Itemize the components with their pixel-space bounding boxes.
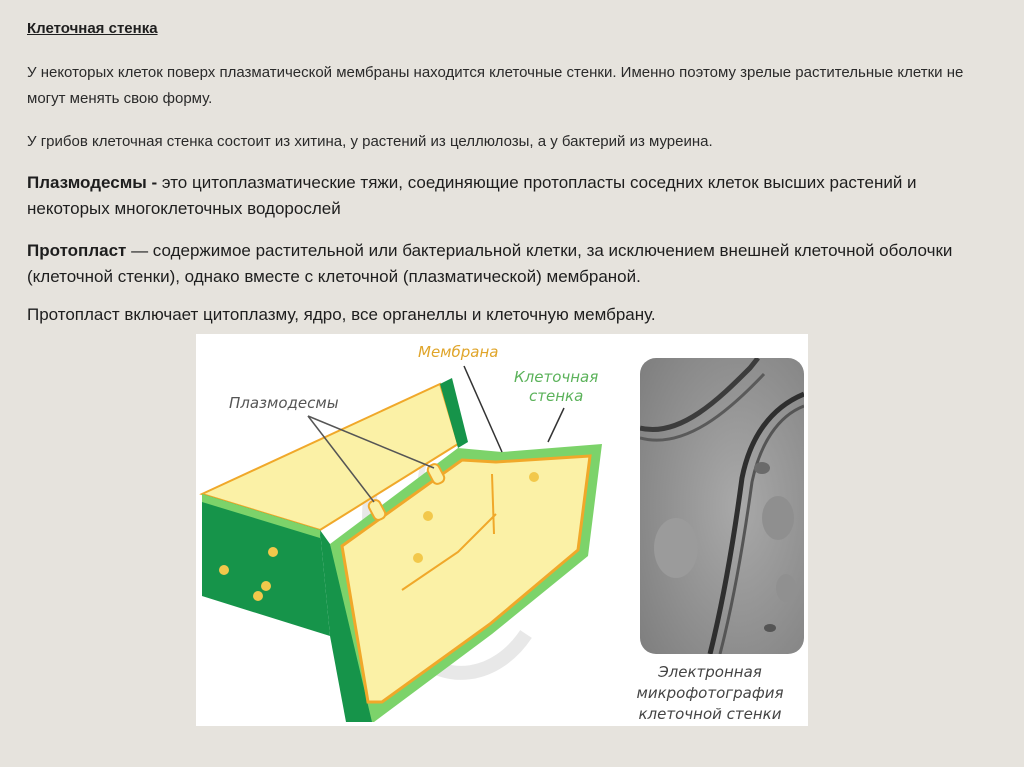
label-micrograph-line2: микрофотография bbox=[636, 684, 784, 702]
label-micrograph-line1: Электронная bbox=[658, 663, 762, 681]
label-cell-wall-line2: стенка bbox=[528, 387, 584, 405]
label-cell-wall bbox=[514, 368, 598, 406]
paragraph-protoplast-contents: Протопласт включает цитоплазму, ядро, все органеллы и клеточную мембрану. bbox=[27, 305, 656, 324]
term-protoplast: Протопласт bbox=[27, 241, 127, 260]
definition-protoplast: — содержимое растительной или бактериальной клетки, за исключением внешней клеточной оболочки (клеточной стенки), однако вместе с клеточной (плазматической) мембраной. bbox=[27, 241, 953, 286]
organelle-dot bbox=[529, 472, 539, 482]
organelle-dot bbox=[261, 581, 271, 591]
paragraph-cell-wall: У некоторых клеток поверх плазматической мембраны находится клеточные стенки. Именно поэтому зрелые растительные клетки не могут менять свою форму. bbox=[27, 64, 964, 107]
paragraph-wall-composition: У грибов клеточная стенка состоит из хитина, у растений из целлюлозы, а у бактерий из муреина. bbox=[27, 133, 713, 150]
pointer-line bbox=[464, 366, 502, 452]
pointer-line bbox=[548, 408, 564, 442]
label-cell-wall-line1: Клеточная bbox=[514, 368, 599, 386]
micrograph-image bbox=[640, 358, 804, 654]
organelle-dot bbox=[253, 591, 263, 601]
term-plasmodesmata: Плазмодесмы - bbox=[27, 173, 158, 192]
organelle-dot bbox=[268, 547, 278, 557]
definition-plasmodesmata: это цитоплазматические тяжи, соединяющие протопласты соседних клеток высших растений и некоторых многоклеточных водорослей bbox=[27, 173, 917, 218]
organelle-dot bbox=[219, 565, 229, 575]
slide-heading: Клеточная стенка bbox=[27, 20, 158, 37]
electron-micrograph bbox=[640, 358, 804, 654]
label-plasmodesmata: Плазмодесмы bbox=[229, 394, 339, 412]
paragraph-protoplast bbox=[27, 238, 987, 290]
label-micrograph bbox=[612, 662, 808, 725]
cell-wall-figure bbox=[196, 334, 808, 726]
paragraph-plasmodesmata bbox=[27, 170, 987, 222]
label-membrane: Мембрана bbox=[418, 343, 499, 361]
organelle-dot bbox=[423, 511, 433, 521]
label-micrograph-line3: клеточной стенки bbox=[638, 705, 782, 723]
organelle-dot bbox=[413, 553, 423, 563]
